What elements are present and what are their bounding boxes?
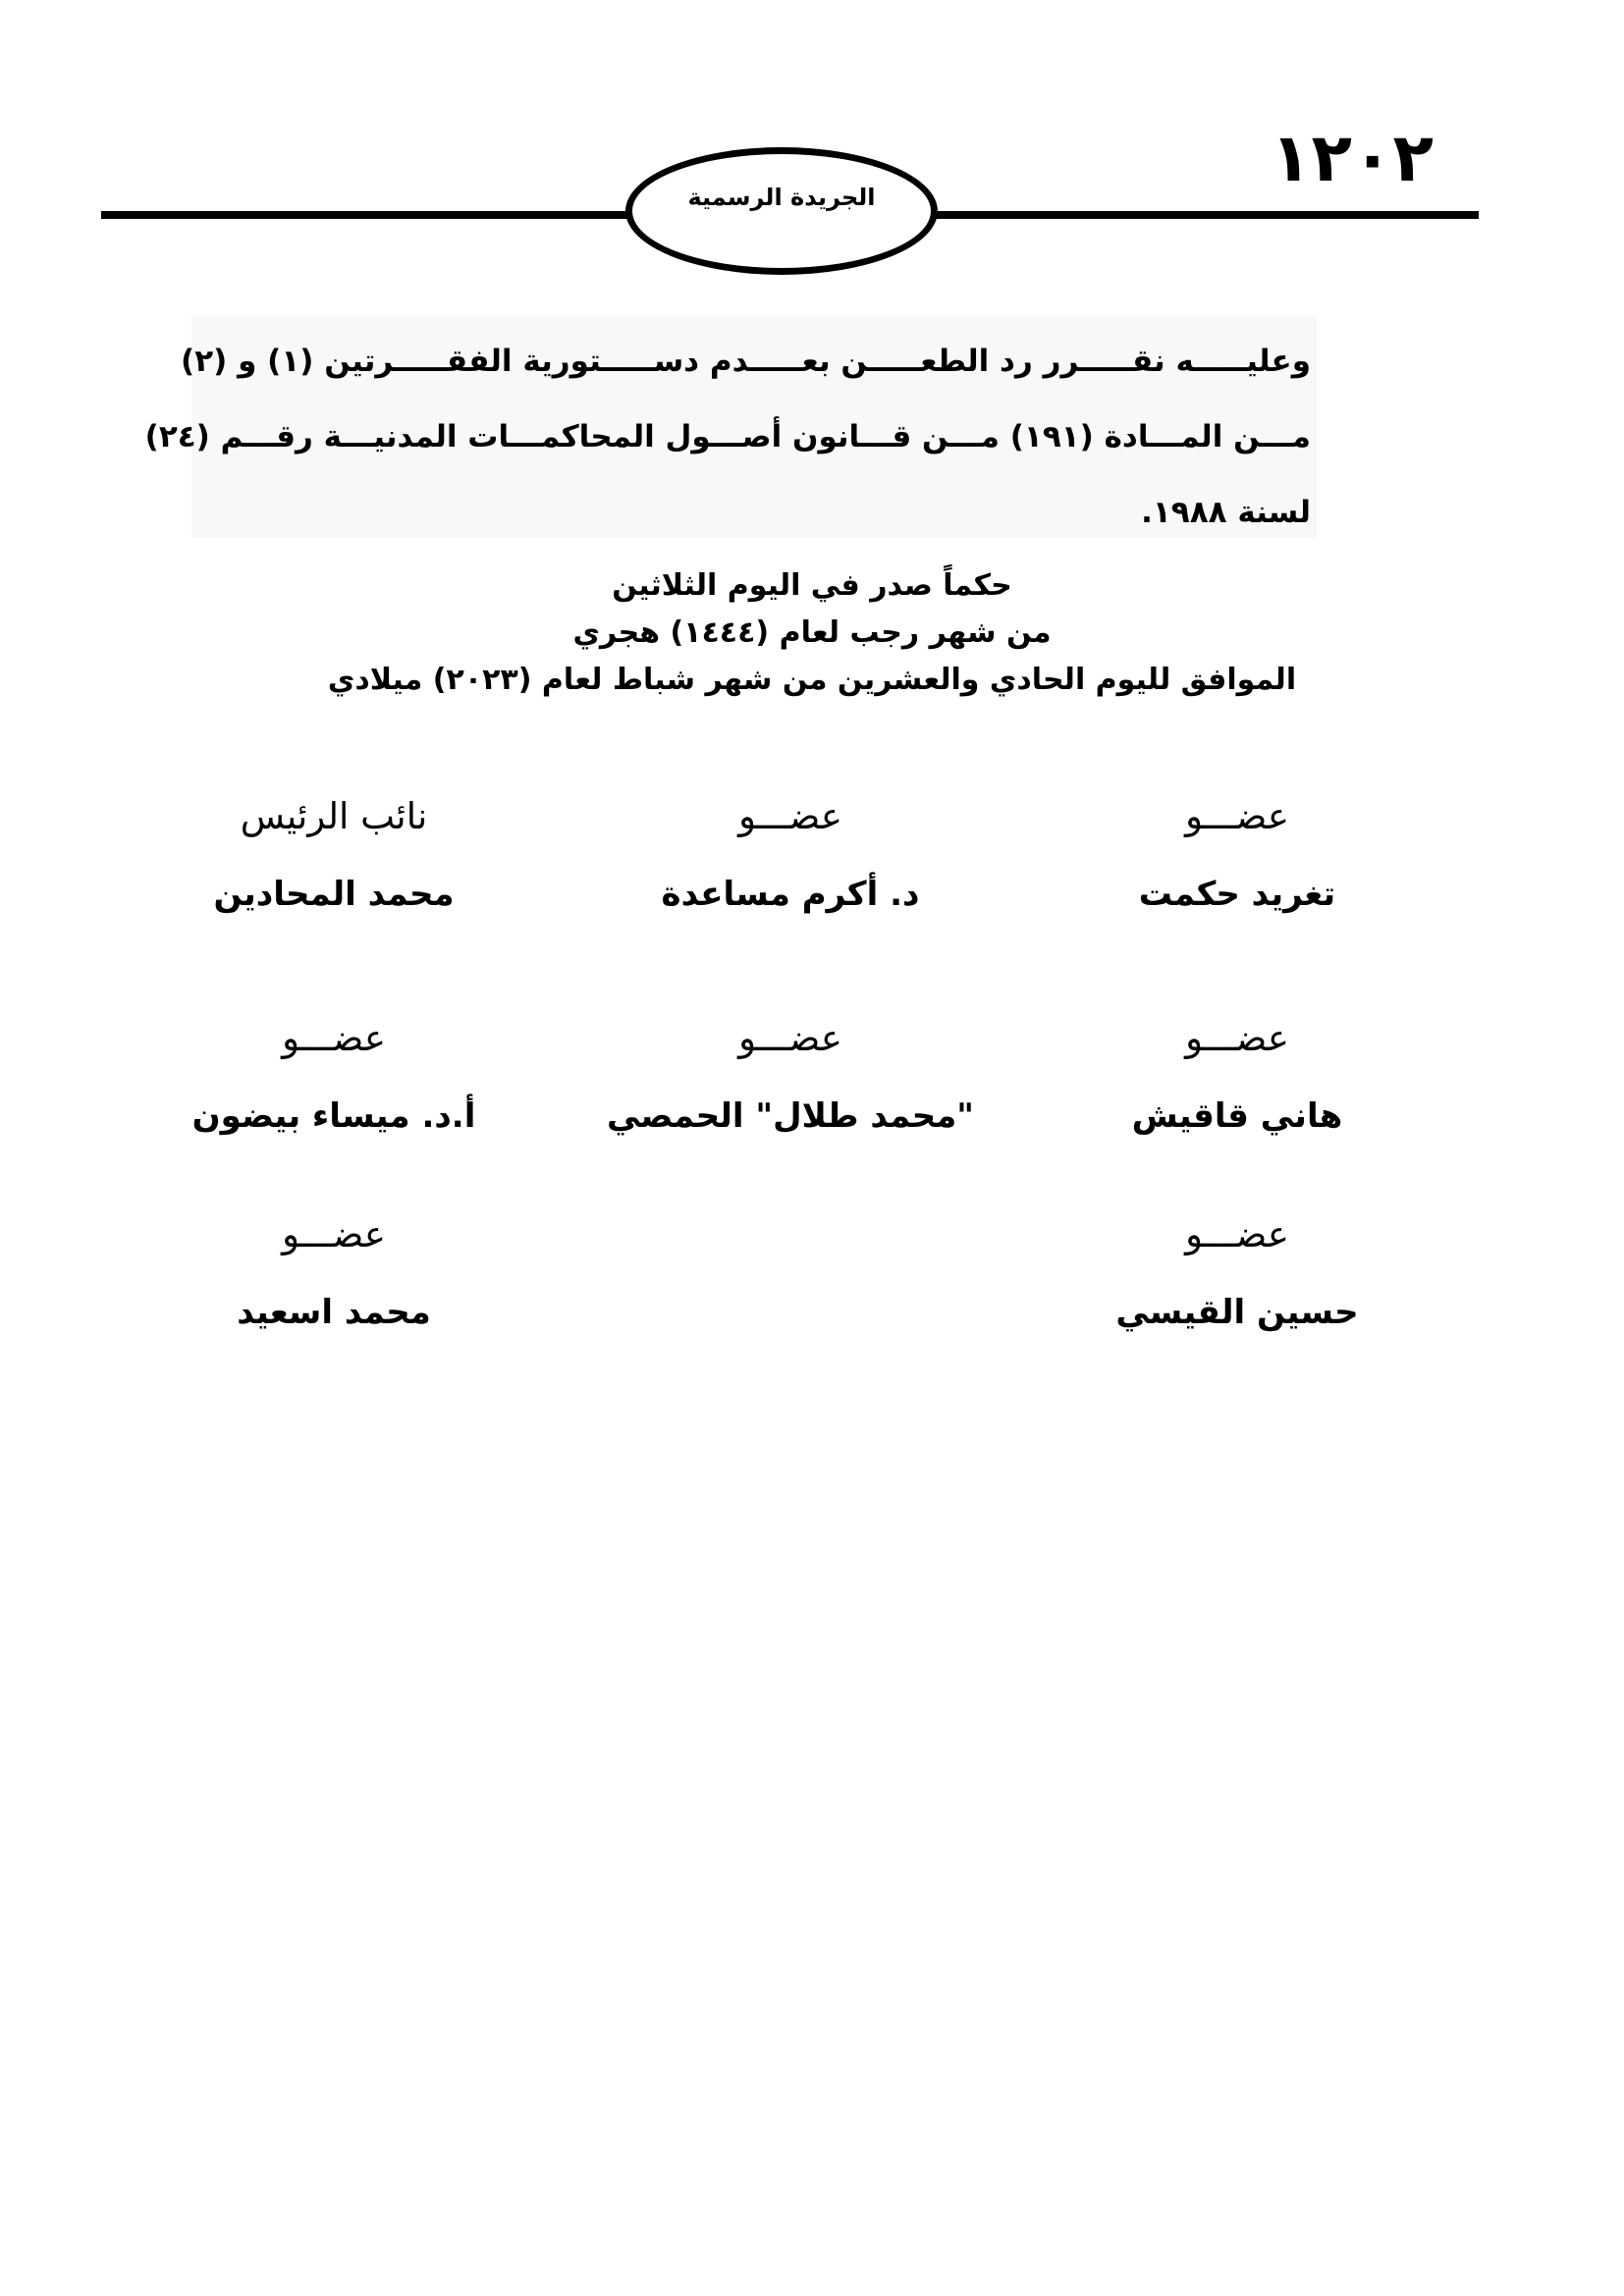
signatory-role: عضـــو [1185, 1017, 1289, 1059]
signatory-name: أ.د. ميساء بيضون [191, 1096, 476, 1136]
signatory-block [1041, 797, 1434, 913]
issued-line: حكماً صدر في اليوم الثلاثين [612, 568, 1012, 603]
signatory-name: د. أكرم مساعدة [661, 875, 920, 914]
decision-line: مـــن المـــادة (١٩١) مـــن قـــانون أصـــول المحاكمـــات المدنيـــة رقـــم (٢٤) [144, 419, 1311, 454]
signatory-role: نائب الرئيس [240, 795, 428, 837]
signatory-name: هاني قاقيش [1131, 1096, 1343, 1136]
signatory-role: عضـــو [738, 1017, 842, 1059]
signatory-name: "محمد طلال" الحمصي [606, 1096, 975, 1136]
gazette-name: الجريدة الرسمية [687, 184, 876, 211]
signatory-block [594, 797, 987, 913]
signatory-role: عضـــو [282, 1017, 386, 1059]
decision-paragraph [144, 316, 1317, 538]
signatory-name: تغريد حكمت [1138, 875, 1336, 914]
signatory-block [594, 1019, 987, 1135]
page-number: ١٢٠٢ [1270, 120, 1434, 197]
signatory-name: حسين القيسي [1115, 1293, 1359, 1332]
issued-line: من شهر رجب لعام (١٤٤٤) هجري [572, 615, 1052, 650]
issued-statement [196, 562, 1428, 704]
signatory-block [137, 797, 530, 913]
signatory-role: عضـــو [1185, 1213, 1289, 1255]
signatory-role: عضـــو [282, 1213, 386, 1255]
decision-line: لسنة ١٩٨٨. [1141, 495, 1311, 530]
signatory-name: محمد اسعيد [237, 1293, 431, 1332]
signatory-block [1041, 1215, 1434, 1331]
issued-line: الموافق لليوم الحادي والعشرين من شهر شباط لعام (٢٠٢٣) ميلادي [327, 663, 1297, 697]
signatory-block [1041, 1019, 1434, 1135]
gazette-header-oval [625, 147, 938, 275]
signatory-block [137, 1215, 530, 1331]
signatory-name: محمد المحادين [213, 875, 455, 914]
decision-line: وعليـــــه نقـــــرر رد الطعـــــن بعـــــدم دســـــتورية الفقـــــرتين (١) و (٢) [181, 344, 1311, 379]
signatory-role: عضـــو [738, 795, 842, 837]
signatory-block [137, 1019, 530, 1135]
signatory-role: عضـــو [1185, 795, 1289, 837]
